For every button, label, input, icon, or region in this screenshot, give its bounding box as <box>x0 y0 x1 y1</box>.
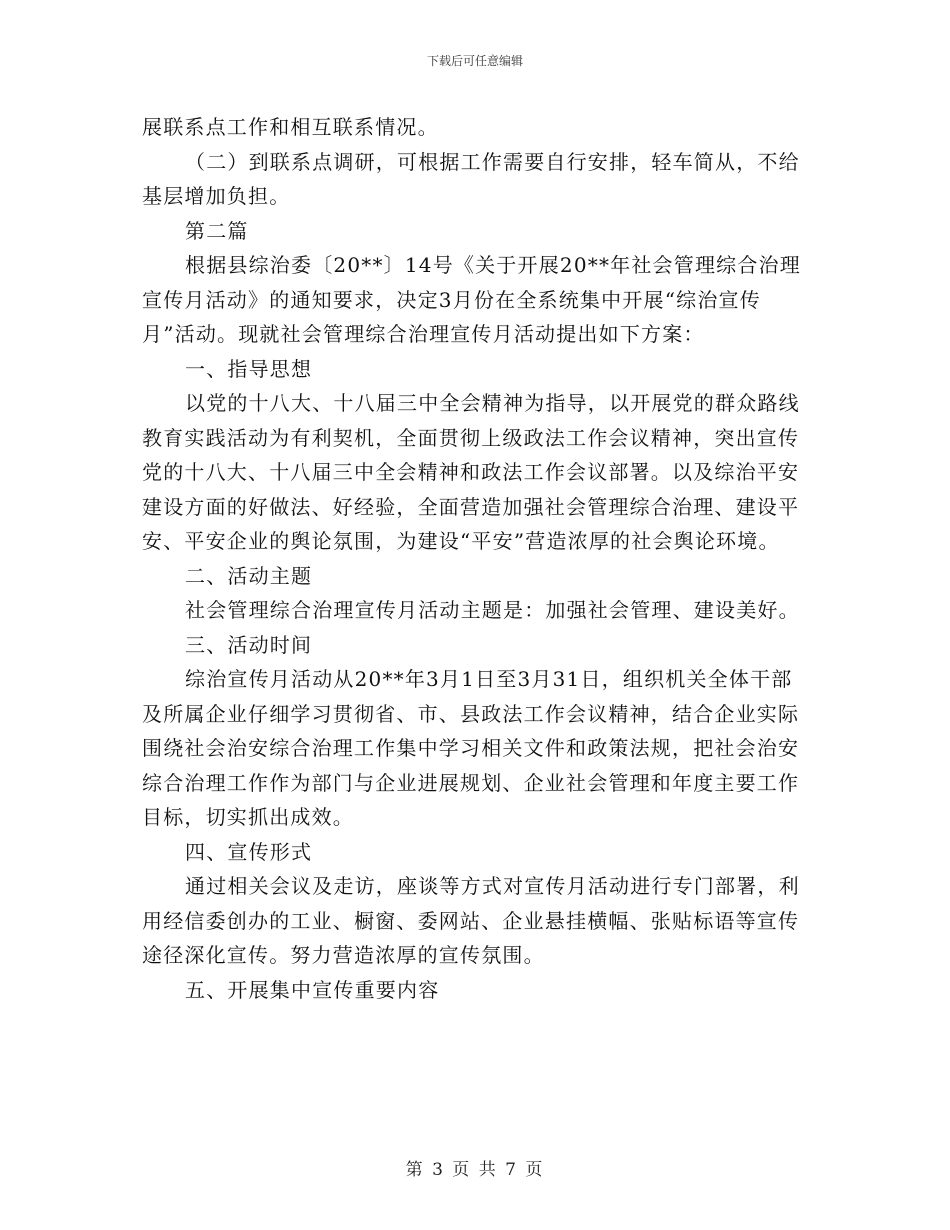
paragraph-guiding-thought: 以党的十八大、十八届三中全会精神为指导，以开展党的群众路线教育实践活动为有利契机，全面贯彻上级政法工作会议精神，突出宣传党的十八大、十八届三中全会精神和政法工作会议部署。以及综治平安建设方面的好做法、好经验，全面营造加强社会管理综合治理、建设平安、平安企业的舆论氛围，为建设“平安”营造浓厚的社会舆论环境。 <box>142 391 800 553</box>
heading-activity-time: 三、活动时间 <box>185 632 313 657</box>
document-body <box>142 110 810 1007</box>
heading-key-content: 五、开展集中宣传重要内容 <box>185 977 440 1002</box>
heading-guiding-thought: 一、指导思想 <box>185 356 313 381</box>
paragraph-activity-time: 综治宣传月活动从20**年3月1日至3月31日，组织机关全体干部及所属企业仔细学习贯彻省、市、县政法工作会议精神，结合企业实际围绕社会治安综合治理工作集中学习相关文件和政策法规，把社会治安综合治理工作作为部门与企业进展规划、企业社会管理和年度主要工作目标，切实抓出成效。 <box>142 667 800 829</box>
section-title-part-two: 第二篇 <box>185 218 249 243</box>
paragraph-notice: 根据县综治委〔20**〕14号《关于开展20**年社会管理综合治理宣传月活动》的通知要求，决定3月份在全系统集中开展“综治宣传月”活动。现就社会管理综合治理宣传月活动提出如下方案： <box>142 253 801 346</box>
page-header: 下载后可任意编辑 <box>426 54 523 68</box>
heading-publicity-form: 四、宣传形式 <box>185 839 313 864</box>
paragraph-2: （二）到联系点调研，可根据工作需要自行安排，轻车简从，不给基层增加负担。 <box>142 149 800 208</box>
paragraph-1: 展联系点工作和相互联系情况。 <box>142 115 439 139</box>
paragraph-publicity-form: 通过相关会议及走访，座谈等方式对宣传月活动进行专门部署，利用经信委创办的工业、橱窗、委网站、企业悬挂横幅、张贴标语等宣传途径深化宣传。努力营造浓厚的宣传氛围。 <box>142 874 800 967</box>
paragraph-activity-theme: 社会管理综合治理宣传月活动主题是：加强社会管理、建设美好。 <box>185 598 800 622</box>
heading-activity-theme: 二、活动主题 <box>185 563 313 588</box>
page-number: 第 3 页 共 7 页 <box>405 1160 545 1180</box>
